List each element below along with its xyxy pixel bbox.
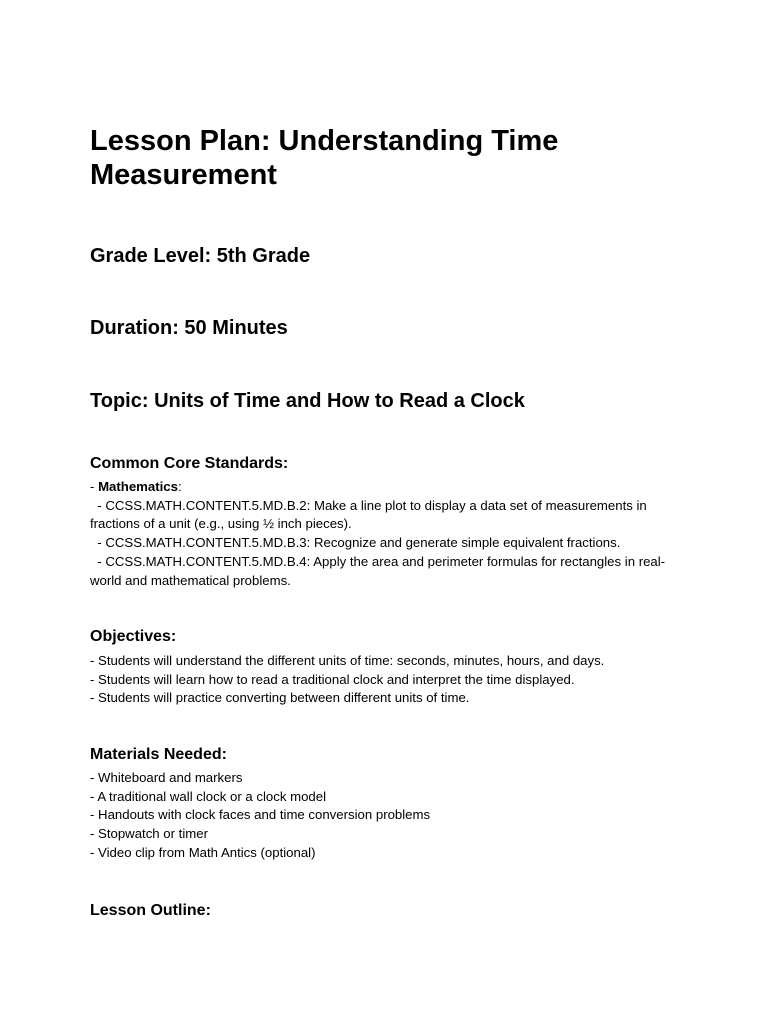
page-title: Lesson Plan: Understanding Time Measurement (90, 125, 559, 191)
subject-prefix: - (90, 479, 99, 494)
material-item: - Video clip from Math Antics (optional) (90, 844, 316, 860)
objective-item: - Students will learn how to read a traditional clock and interpret the time displayed. (90, 671, 575, 687)
duration-heading: Duration: 50 Minutes (90, 317, 288, 339)
standard-item: - CCSS.MATH.CONTENT.5.MD.B.4: Apply the area and perimeter formulas for rectangles in real-world and mathematical problems. (90, 553, 666, 588)
standard-item: - CCSS.MATH.CONTENT.5.MD.B.3: Recognize and generate simple equivalent fractions. (90, 535, 621, 551)
standards-heading: Common Core Standards: (90, 455, 289, 472)
lesson-outline-heading: Lesson Outline: (90, 902, 211, 919)
materials-list (90, 769, 690, 863)
materials-heading: Materials Needed: (90, 746, 227, 763)
standards-list (90, 478, 690, 590)
standards-subject-line (90, 478, 690, 497)
topic-heading: Topic: Units of Time and How to Read a Clock (90, 390, 525, 412)
material-item: - A traditional wall clock or a clock model (90, 788, 327, 804)
subject-name: Mathematics (98, 479, 178, 494)
subject-colon: : (177, 479, 182, 494)
standard-item: - CCSS.MATH.CONTENT.5.MD.B.2: Make a line plot to display a data set of measurements in fractions of a unit (e.g., using ½ inch pieces). (90, 497, 651, 532)
material-item: - Stopwatch or timer (90, 826, 208, 842)
objective-item: - Students will practice converting between different units of time. (90, 690, 470, 706)
material-item: - Whiteboard and markers (90, 770, 243, 785)
objectives-heading: Objectives: (90, 628, 177, 645)
objective-item: - Students will understand the different units of time: seconds, minutes, hours, and days. (90, 653, 605, 668)
material-item: - Handouts with clock faces and time conversion problems (90, 807, 431, 823)
grade-level-heading: Grade Level: 5th Grade (90, 245, 311, 267)
objectives-list (90, 652, 690, 708)
